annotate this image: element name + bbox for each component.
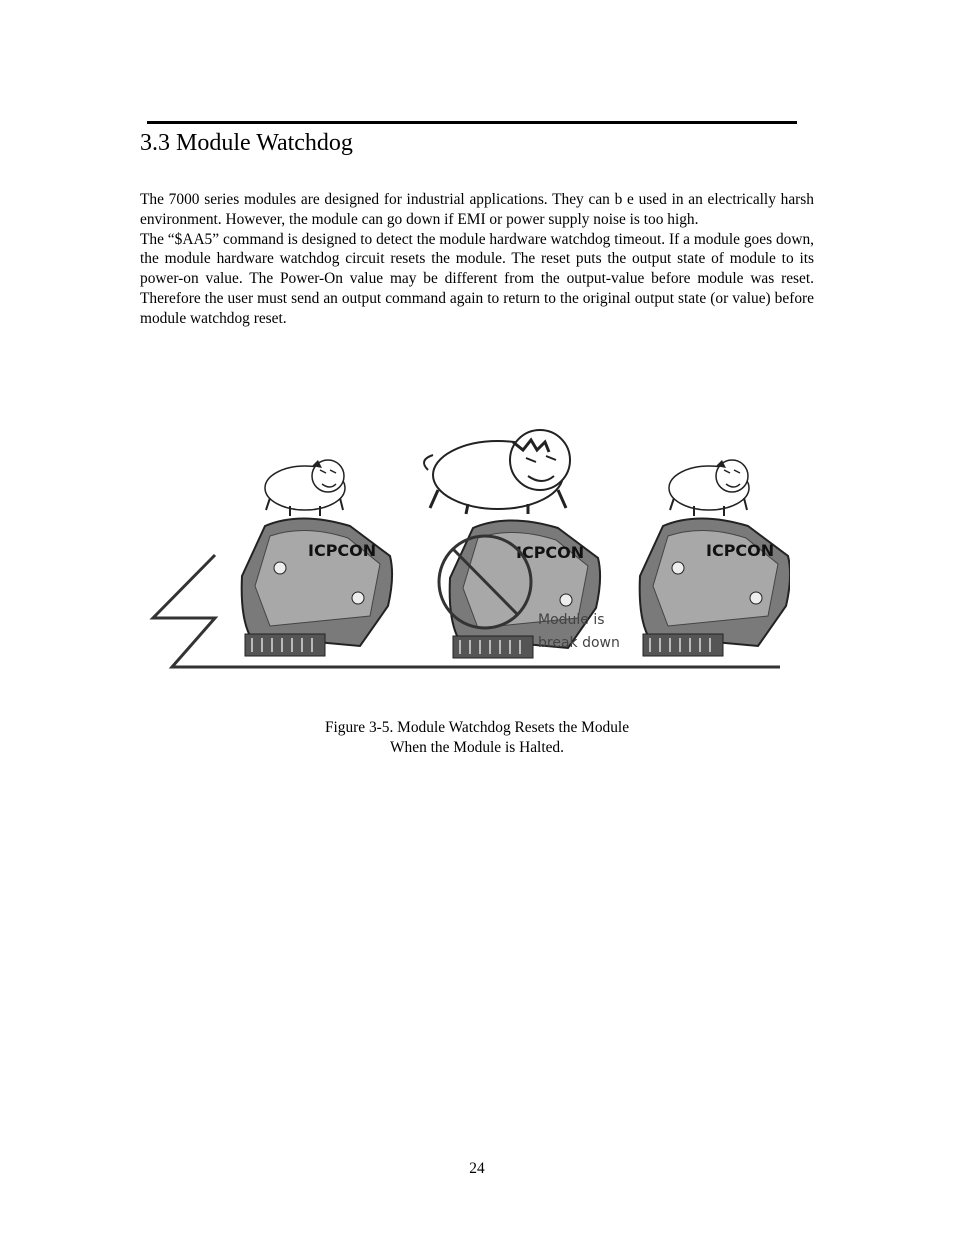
watchdog-small-right-icon	[669, 460, 749, 516]
caption-line-1: Figure 3-5. Module Watchdog Resets the Module	[324, 719, 630, 736]
watchdog-figure	[140, 418, 790, 690]
page-number: 24	[469, 1160, 485, 1177]
svg-text:ICPCON: ICPCON	[308, 541, 377, 560]
body-text	[140, 190, 814, 329]
watchdog-large-center-icon	[424, 430, 570, 514]
figure-caption	[140, 718, 814, 758]
paragraph-2: The “$AA5” command is designed to detect the module hardware watchdog timeout. If a module goes down, the module hardware watchdog circuit resets the module. The reset puts the output state of module to its power-on value. The Power-On value may be different from the output-value before module was reset. Therefore the user must send an output command again to return to the original output state (or value) before module watchdog reset.	[140, 230, 814, 327]
caption-line-2: When the Module is Halted.	[390, 739, 564, 756]
paragraph-1: The 7000 series modules are designed for industrial applications. They can b e used in an electrically harsh environment. However, the module can go down if EMI or power supply noise is too high.	[140, 191, 814, 228]
module-left-icon	[242, 519, 392, 657]
annotation-line-1: Module is	[538, 612, 605, 628]
module-right-icon	[640, 519, 790, 657]
section-heading: 3.3 Module Watchdog	[140, 130, 353, 156]
top-rule	[147, 121, 797, 124]
watchdog-small-left-icon	[265, 460, 345, 516]
svg-text:ICPCON: ICPCON	[516, 543, 585, 562]
annotation-line-2: break down	[538, 635, 620, 651]
svg-text:ICPCON: ICPCON	[706, 541, 775, 560]
